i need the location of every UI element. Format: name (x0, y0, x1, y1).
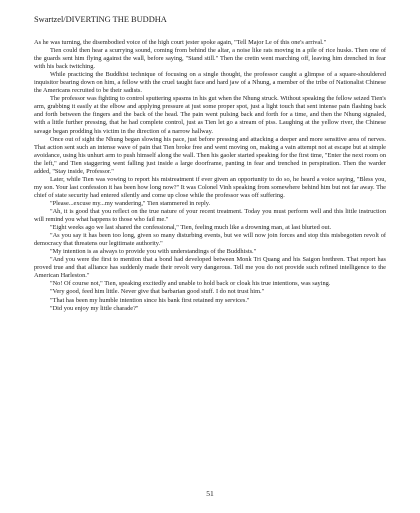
paragraph: "Ah, it is good that you reflect on the true nature of your recent treatment. Today you must perform well and this little instruction will remind you what happens to those who fail me." (34, 207, 386, 224)
paragraph: "No! Of course not," Tien, speaking excitedly and unable to hold back or cloak his true intentions, was saying. (50, 280, 331, 288)
paragraph: "Very good, feed him little. Never give that barbarian good stuff. I do not trust him." (50, 288, 265, 296)
page-number: 51 (206, 489, 214, 498)
paragraph: "And you were the first to mention that a bond had developed between Monk Tri Quang and his Saigon brethren. That report has proved true and that alliance has suddenly made their revolt very dangerous. Tell me you do not provide such refined intelligence to the American Harleston." (34, 256, 386, 280)
paragraph: Later, while Tien was vowing to report his mistreatment if ever given an opportunity to do so, he heard a voice saying, "Bless you, my son. Your last confession it has been how long now?" It was Colonel Vinh speaking from somewhere behind him but not far away. The chief of state security had entered silently and come up close while the professor was off suffering. (34, 175, 386, 199)
paragraph: "My intention is as always to provide you with understandings of the Buddhists." (50, 248, 257, 256)
paragraph: Once out of sight the Nhung began slowing his pace, just before pressing and attacking a deeper and more sensitive area of nerves. That action sent such an intense wave of pain that Tien broke free and went moving on, making a vain attempt not at escape but at simple avoidance, using his unhurt arm to push himself along the wall. Then his gaoler started speaking for the first time, "Enter the next room on the left," and Tien staggering went falling just inside a large doorframe, panting in fear and trenched in perspiration. Then the warder added, "Stay inside, Professor." (34, 135, 386, 175)
running-head: Swartzel/DIVERTING THE BUDDHA (34, 15, 167, 24)
paragraph: The professor was fighting to control sputtering spasms in his gut when the Nhung struck. Without speaking the fellow seized Tien's arm, grabbing it easily at the elbow and applying pressure at just some proper spot, just a light touch that sent intense pain flashing back and forth between the fingers and the back of the head. The pain went pulsing back and forth for a time, and then the Nhung signaled, with a little further pressing, that he had complete control, just as Tien let go a stream of piss. Laughing at the yellow river, the Chinese savage began prodding his victim in the direction of a narrow hallway. (34, 95, 386, 135)
body-text (34, 39, 386, 313)
paragraph: While practicing the Buddhist technique of focusing on a single thought, the professor caught a glimpse of a square-shouldered inquisitor bearing down on him, a fellow with the cruel taught face and hard jaw of a Nhung, a member of the tribe of Nationalist Chinese the Americans recruited to be their sadists. (34, 71, 386, 95)
paragraph: "Did you enjoy my little charade?" (50, 304, 139, 312)
paragraph: "Eight weeks ago we last shared the confessional," Tien, feeling much like a drowning man, at last blurted out. (50, 224, 332, 232)
paragraph: "Please...excuse my...my wandering," Tien stammered in reply. (50, 199, 211, 207)
paragraph: As he was turning, the disembodied voice of the high court jester spoke again, "Tell Major Le of this one's arrival." (34, 39, 327, 46)
paragraph: Tien could then hear a scurrying sound, coming from behind the altar, a noise like rats moving in a pile of rice husks. Then one of the guards sent him flying against the wall, before saying, "Stand still." Then the cretin went marching off, leaving him drenched in fear with his back twitching. (34, 47, 386, 71)
paragraph: "That has been my humble intention since his bank first retained my services." (50, 296, 250, 304)
paragraph: "As you say it has been too long, given so many disturbing events, but we will now join forces and stop this misbegotten revolt of democracy that threatens our legitimate authority." (34, 232, 386, 248)
